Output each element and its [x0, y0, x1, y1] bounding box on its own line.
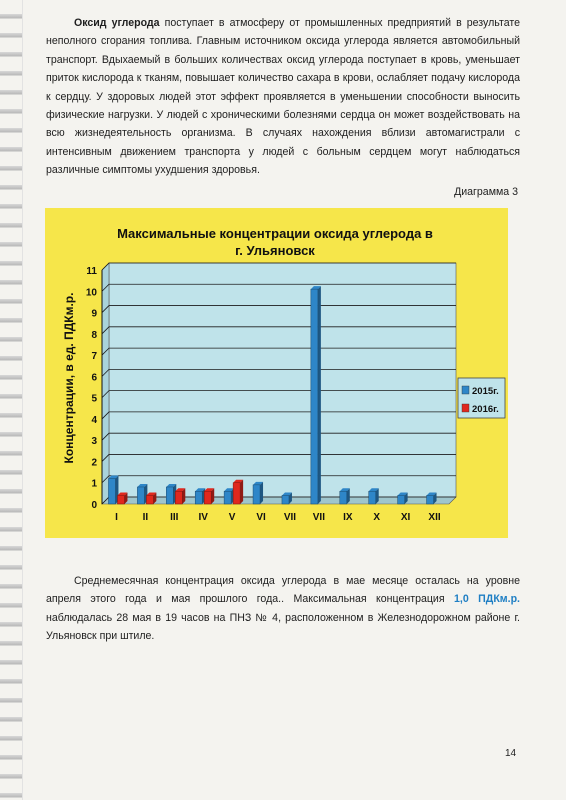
x-tick-label: I: [115, 512, 118, 523]
y-tick-label: 8: [91, 329, 97, 341]
bar: [146, 495, 153, 504]
x-tick-label: II: [142, 512, 149, 523]
bar: [166, 487, 173, 504]
chart-title-line2: г. Ульяновск: [235, 243, 315, 258]
y-tick-label: 5: [91, 393, 97, 405]
paragraph1-text: поступает в атмосферу от промышленных предприятий в результате неполного сгорания топлива. Главным источником оксида углерода является автомобильный транспорт. Вдыхаемый в больших количествах оксид углерода поступает в кровь, уменьшает приток кислорода к тканям, повышает количество сахара в крови, ослабляет подачу кислорода к сердцу. У здоровых людей этот эффект проявляется в уменьшении способности выносить физические нагрузки. У людей с хроническими болезнями сердца он может воздействовать на всю жизнедеятельность организма. В случаях нахождения вблизи автомагистрали с интенсивным движением транспорта у людей с больным сердцем могут наблюдаться различные симптомы ухудшения здоровья.: [46, 17, 521, 177]
plot-back-wall: [109, 263, 456, 497]
x-tick-label: III: [170, 512, 179, 523]
bar: [204, 491, 211, 504]
x-tick-label: XI: [400, 512, 411, 523]
bar-side: [260, 482, 263, 504]
bar: [282, 495, 289, 504]
bar: [137, 487, 144, 504]
bar-chart: [45, 208, 508, 538]
bar: [340, 491, 347, 504]
max-concentration-value: 1,0 ПДКм.р.: [454, 593, 520, 606]
x-tick-label: V: [228, 512, 236, 523]
y-tick-label: 0: [91, 500, 97, 511]
y-tick-label: 7: [91, 351, 97, 363]
x-tick-label: VII: [312, 512, 325, 523]
bar-side: [240, 480, 243, 504]
paragraph-carbon-monoxide: [46, 14, 520, 180]
chart-title-line1: Максимальные концентрации оксида углерода в: [117, 226, 433, 241]
chart-ylabel: Концентрации, в ед. ПДКм.р.: [62, 292, 76, 464]
x-tick-label: X: [373, 512, 381, 523]
y-tick-label: 11: [86, 266, 97, 277]
bar: [398, 495, 405, 504]
paragraph-may-concentration: [46, 572, 520, 646]
y-tick-label: 6: [91, 372, 97, 384]
diagram-label: Диаграмма 3: [454, 186, 518, 198]
x-tick-label: VII: [283, 512, 297, 523]
bar: [311, 289, 318, 504]
x-tick-label: XII: [428, 512, 441, 523]
legend-entry: 2015г.: [472, 386, 499, 397]
term-carbon-monoxide: Оксид углерода: [74, 17, 160, 29]
y-tick-label: 10: [85, 287, 97, 299]
bar: [195, 491, 202, 504]
x-tick-label: IV: [198, 512, 208, 523]
chart-container: [45, 208, 508, 538]
bar: [117, 495, 124, 504]
bar: [175, 491, 182, 504]
bar: [253, 485, 260, 504]
bar: [233, 483, 240, 504]
y-tick-label: 3: [91, 436, 97, 448]
legend-swatch: [462, 404, 469, 412]
chart-legend: [458, 378, 505, 418]
page-number: 14: [505, 748, 517, 759]
bar: [224, 491, 231, 504]
y-tick-label: 1: [91, 478, 97, 490]
paragraph2-after: наблюдалась 28 мая в 19 часов на ПНЗ № 4, расположенном в Железнодорожном районе г. Ульяновск при штиле.: [46, 611, 520, 643]
legend-swatch: [462, 386, 469, 394]
y-tick-label: 2: [91, 457, 97, 469]
plot-side-wall: [102, 263, 109, 504]
legend-entry: 2016г.: [472, 404, 499, 415]
x-tick-label: IX: [343, 512, 353, 523]
y-tick-label: 4: [91, 414, 97, 426]
bar: [369, 491, 376, 504]
bar-side: [318, 286, 321, 504]
bar: [108, 478, 115, 504]
paragraph2-before: Среднемесячная концентрация оксида углерода в мае месяце осталась на уровне апреля этого года и мая прошлого года.. Максимальная концентрация: [46, 575, 520, 606]
spiral-binding: [0, 0, 23, 800]
bar: [427, 495, 434, 504]
x-tick-label: VI: [256, 512, 266, 523]
y-tick-label: 9: [91, 308, 97, 320]
